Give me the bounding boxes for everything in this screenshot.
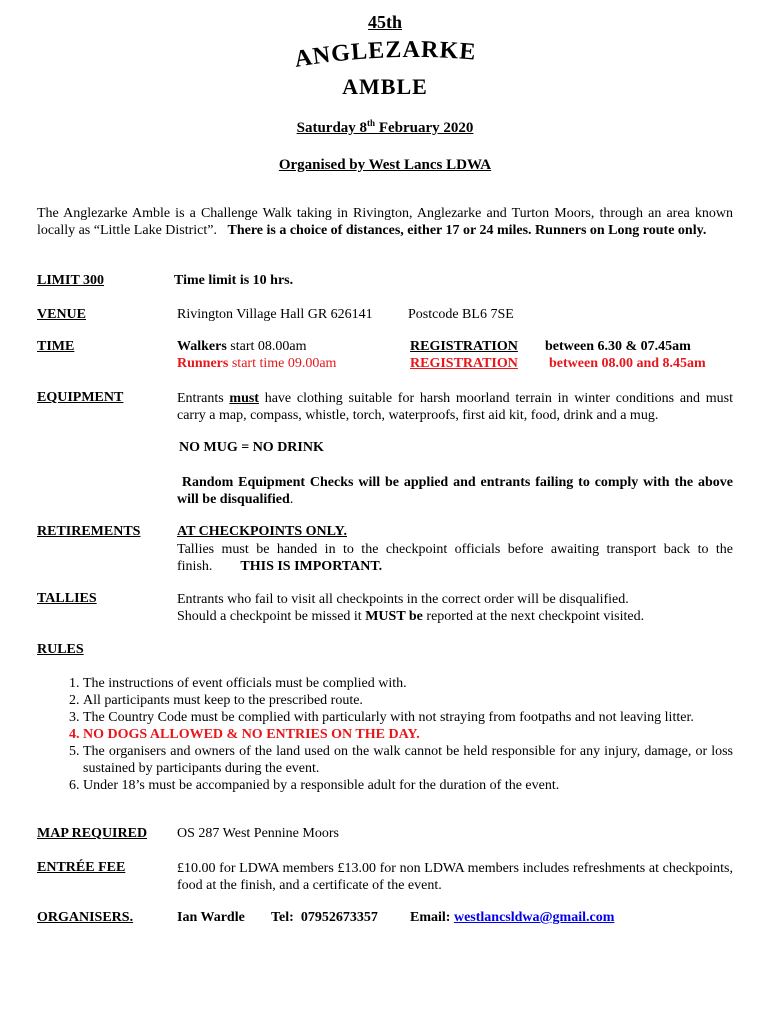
venue-postcode: Postcode BL6 7SE xyxy=(408,307,514,322)
tallies-line2: Should a checkpoint be missed it MUST be reported at the next checkpoint visited. xyxy=(177,609,645,624)
rule-item-no-dogs: 4. NO DOGS ALLOWED & NO ENTRIES ON THE DAY. xyxy=(83,726,733,743)
rule-item: 5. The organisers and owners of the land used on the walk cannot be held responsible for any injury, damage, or loss sustained by participants during the event. xyxy=(83,743,733,777)
time-label: TIME xyxy=(37,339,75,354)
registration-label-runners: REGISTRATION xyxy=(410,356,518,371)
fee-value: £10.00 for LDWA members £13.00 for non LDWA members includes refreshments at checkpoints, food at the finish, and a certificate of the event. xyxy=(177,861,733,893)
no-mug-notice: NO MUG = NO DRINK xyxy=(179,440,324,455)
runners-start: Runners start time 09.00am xyxy=(177,356,337,371)
rules-list xyxy=(83,675,733,794)
rule-item: 6. Under 18’s must be accompanied by a responsible adult for the duration of the event. xyxy=(83,777,733,794)
retirements-label: RETIREMENTS xyxy=(37,524,141,539)
svg-text:ANGLEZARKE xyxy=(293,37,478,73)
email-link[interactable]: westlancsldwa@gmail.com xyxy=(453,910,615,925)
map-label: MAP REQUIRED xyxy=(37,826,148,841)
tallies-label: TALLIES xyxy=(37,591,97,606)
rule-item: 2. All participants must keep to the prescribed route. xyxy=(83,692,733,709)
organiser-phone: Tel: 07952673357 xyxy=(271,910,378,925)
title-line2: AMBLE xyxy=(342,74,428,99)
limit-label: LIMIT 300 xyxy=(37,273,105,288)
equipment-text: Entrants must have clothing suitable for harsh moorland terrain in winter conditions and must carry a map, compass, whistle, torch, waterproofs, first aid kit, food, drink and a mug. xyxy=(177,391,734,423)
equipment-label: EQUIPMENT xyxy=(37,390,124,405)
limit-value: Time limit is 10 hrs. xyxy=(174,273,294,288)
event-date: Saturday 8th February 2020 xyxy=(296,118,474,136)
walkers-start: Walkers start 08.00am xyxy=(177,339,307,354)
organiser-line: Organised by West Lancs LDWA xyxy=(278,157,492,173)
edition: 45th xyxy=(367,12,402,32)
equipment-checks: Random Equipment Checks will be applied and entrants failing to comply with the above will be disqualified. xyxy=(177,475,734,507)
registration-walkers-time: between 6.30 & 07.45am xyxy=(545,339,691,354)
map-value: OS 287 West Pennine Moors xyxy=(177,826,339,841)
intro-paragraph: The Anglezarke Amble is a Challenge Walk taking in Rivington, Anglezarke and Turton Moors, through an area known locally as “Little Lake District”. There is a choice of distances, either 17 or 24 miles. Runners on Long route only. xyxy=(37,206,733,238)
organiser-email: Email: westlancsldwa@gmail.com xyxy=(410,910,615,925)
fee-label: ENTRÉE FEE xyxy=(37,860,126,875)
rule-item: 1. The instructions of event officials must be complied with. xyxy=(83,675,733,692)
retirements-text: Tallies must be handed in to the checkpoint officials before awaiting transport back to the finish. THIS IS IMPORTANT. xyxy=(177,542,733,574)
registration-label-walkers: REGISTRATION xyxy=(410,339,518,354)
rules-label: RULES xyxy=(37,642,84,657)
title-wordart xyxy=(250,36,520,102)
venue-value: Rivington Village Hall GR 626141 xyxy=(177,307,373,322)
organiser-name: Ian Wardle xyxy=(177,910,245,925)
venue-label: VENUE xyxy=(37,307,87,322)
rule-item: 3. The Country Code must be complied with particularly with not straying from footpaths and not leaving litter. xyxy=(83,709,733,726)
organisers-label: ORGANISERS. xyxy=(37,910,134,925)
retirements-heading: AT CHECKPOINTS ONLY. xyxy=(177,524,347,539)
tallies-line1: Entrants who fail to visit all checkpoints in the correct order will be disqualified. xyxy=(177,592,629,607)
title-line1: ANGLEZARKE xyxy=(292,36,478,73)
registration-runners-time: between 08.00 and 8.45am xyxy=(549,356,706,371)
